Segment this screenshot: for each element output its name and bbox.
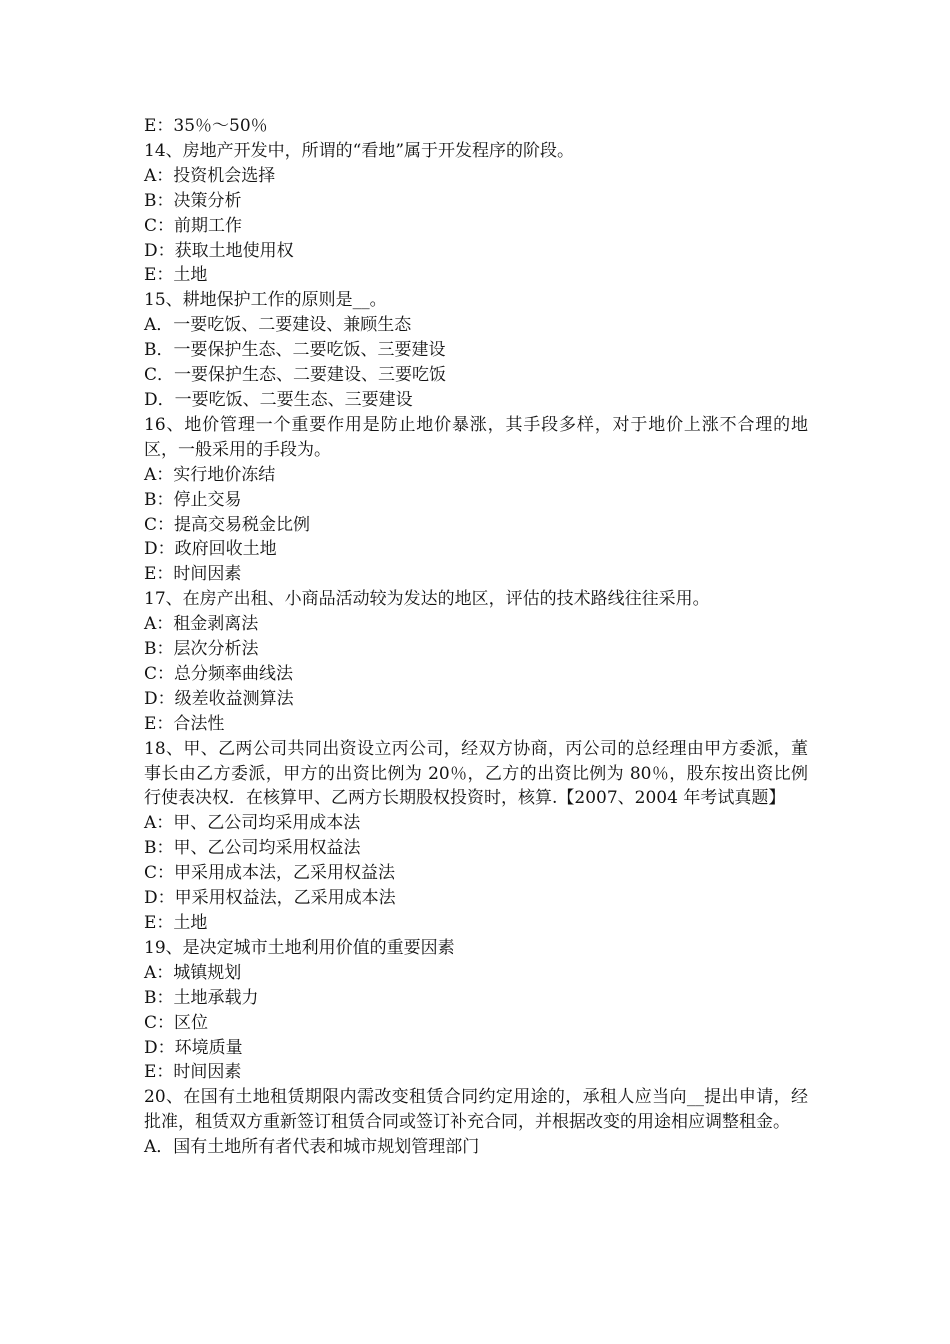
question-14-option-e: E：土地 bbox=[144, 265, 208, 286]
question-19-option-c: C：区位 bbox=[144, 1012, 209, 1033]
question-17-option-a: A：租金剥离法 bbox=[144, 614, 259, 635]
question-17-option-d: D：级差收益测算法 bbox=[144, 688, 294, 709]
question-18-option-e: E：土地 bbox=[144, 913, 208, 933]
question-18-option-d: D：甲采用权益法，乙采用成本法 bbox=[144, 888, 396, 909]
question-18-option-b: B：甲、乙公司均采用权益法 bbox=[144, 838, 361, 859]
question-14-option-a: A：投资机会选择 bbox=[144, 165, 276, 186]
question-16-option-a: A：实行地价冻结 bbox=[144, 464, 276, 485]
question-15-stem: 15、耕地保护工作的原则是__。 bbox=[144, 290, 387, 311]
question-14-option-d: D：获取土地使用权 bbox=[144, 240, 294, 261]
question-20-stem: 20、在国有土地租赁期限内需改变租赁合同约定用途的，承租人应当向__提出申请，经批准，租赁双方重新签订租赁合同或签订补充合同，并根据改变的用途相应调整租金。 bbox=[144, 1087, 808, 1133]
question-14-option-c: C：前期工作 bbox=[144, 215, 243, 236]
question-17-option-c: C：总分频率曲线法 bbox=[144, 663, 294, 684]
question-19-option-a: A：城镇规划 bbox=[144, 962, 242, 983]
question-16-option-b: B：停止交易 bbox=[144, 489, 242, 510]
question-20-option-a: A．国有土地所有者代表和城市规划管理部门 bbox=[144, 1137, 480, 1158]
question-18-option-c: C：甲采用成本法，乙采用权益法 bbox=[144, 863, 396, 884]
question-18-stem: 18、甲、乙两公司共同出资设立丙公司，经双方协商，丙公司的总经理由甲方委派，董事长由乙方委派，甲方的出资比例为 20％，乙方的出资比例为 80％，股东按出资比例行使表决权．在核算甲、乙两方长期股权投资时，核算.【2007、2004 年考试真题】 bbox=[144, 738, 808, 809]
question-17-option-b: B：层次分析法 bbox=[144, 639, 259, 660]
option-line: E：35％～50％ bbox=[144, 116, 268, 136]
question-19-option-b: B：土地承载力 bbox=[144, 987, 259, 1008]
question-16-option-e: E：时间因素 bbox=[144, 564, 242, 585]
document-page bbox=[144, 114, 808, 1160]
question-16-stem: 16、地价管理一个重要作用是防止地价暴涨，其手段多样，对于地价上涨不合理的地区，一般采用的手段为。 bbox=[144, 414, 808, 460]
question-19-stem: 19、是决定城市土地利用价值的重要因素 bbox=[144, 937, 455, 958]
question-15-option-b: B．一要保护生态、二要吃饭、三要建设 bbox=[144, 340, 446, 361]
question-15-option-c: C．一要保护生态、二要建设、三要吃饭 bbox=[144, 365, 447, 386]
question-15-option-d: D．一要吃饭、二要生态、三要建设 bbox=[144, 389, 413, 410]
question-19-option-d: D：环境质量 bbox=[144, 1037, 243, 1058]
question-19-option-e: E：时间因素 bbox=[144, 1062, 242, 1083]
question-14-stem: 14、房地产开发中，所谓的“看地”属于开发程序的阶段。 bbox=[144, 140, 575, 161]
question-17-stem: 17、在房产出租、小商品活动较为发达的地区，评估的技术路线往往采用。 bbox=[144, 589, 710, 610]
question-17-option-e: E：合法性 bbox=[144, 713, 225, 734]
question-16-option-c: C：提高交易税金比例 bbox=[144, 514, 311, 535]
question-14-option-b: B：决策分析 bbox=[144, 190, 242, 211]
question-15-option-a: A．一要吃饭、二要建设、兼顾生态 bbox=[144, 315, 412, 336]
question-16-option-d: D：政府回收土地 bbox=[144, 539, 277, 560]
question-18-option-a: A：甲、乙公司均采用成本法 bbox=[144, 813, 361, 834]
